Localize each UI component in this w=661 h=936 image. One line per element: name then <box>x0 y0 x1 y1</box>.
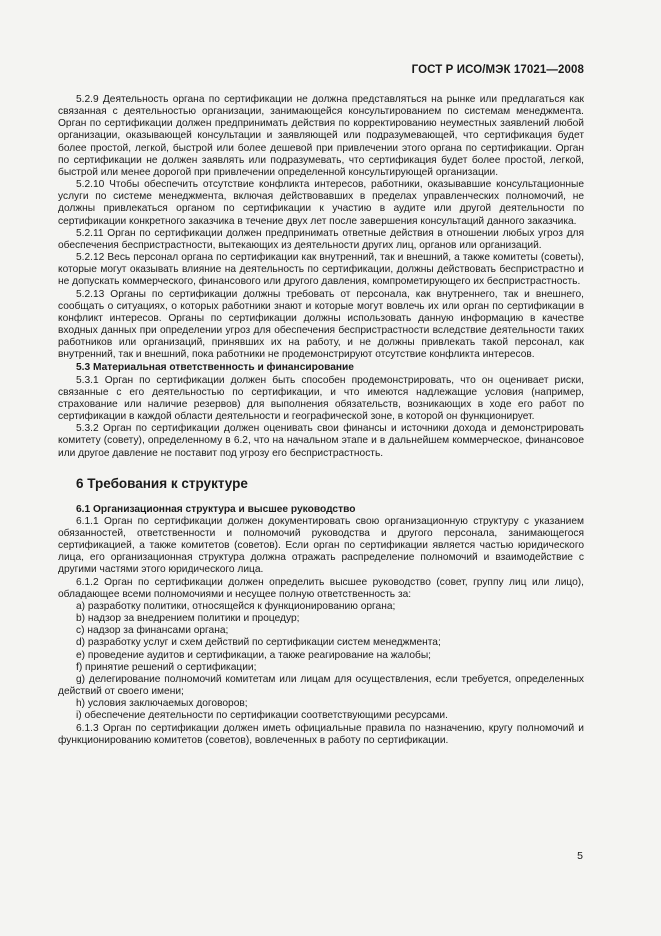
paragraph-5-3-2: 5.3.2 Орган по сертификации должен оценивать свои финансы и источники дохода и демонстрировать комитету (совету), определенному в 6.2, что на начальном этапе и в дальнейшем коммерческое, финансовое или другое давление не поставит под угрозу его беспристрастность. <box>58 423 584 459</box>
list-item-a: a) разработку политики, относящейся к функционированию органа; <box>76 600 396 612</box>
document-id-header: ГОСТ Р ИСО/МЭК 17021—2008 <box>411 64 584 76</box>
list-item-g: g) делегирование полномочий комитетам или лицам для осуществления, если требуется, определенных действий от своего имени; <box>58 673 584 698</box>
list-item-i: i) обеспечение деятельности по сертификации соответствующими ресурсами. <box>76 710 448 722</box>
paragraph-5-2-11: 5.2.11 Орган по сертификации должен предпринимать ответные действия в отношении любых угроз для обеспечения беспристрастности, вытекающих из деятельности других лиц, органов или организаций. <box>58 227 584 251</box>
paragraph-5-2-9: 5.2.9 Деятельность органа по сертификации не должна представляться на рынке или предлагаться как связанная с деятельностью организации, занимающейся консультированием по системам менеджмента. Орган по сертификации должен предпринимать действия по корректированию неуместных заявлений любой организации, оказывающей консультации и заявляющей или подразумевающей, что сертификация будет более простой, легкой, быстрой или более дешевой при привлечении этого органа по сертификации. Орган по сертификации не должен заявлять или подразумевать, что сертификация будет более простой, легкой, быстрой или менее дорогой при привлечении определенной консультирующей организации. <box>58 94 584 178</box>
list-item-h: h) условия заключаемых договоров; <box>76 698 248 710</box>
list-item-e: e) проведение аудитов и сертификации, а также реагирование на жалобы; <box>76 649 431 661</box>
document-body <box>58 94 584 747</box>
list-item-b: b) надзор за внедрением политики и процедур; <box>76 613 300 625</box>
paragraph-5-2-12: 5.2.12 Весь персонал органа по сертификации как внутренний, так и внешний, а также комитеты (советы), которые могут оказывать влияние на деятельность по сертификации, должны действовать беспристрастно и не допускать коммерческого, финансового или другого давления, компрометирующего их беспристрастность. <box>58 252 584 288</box>
paragraph-6-1-1: 6.1.1 Орган по сертификации должен документировать свою организационную структуру с указанием обязанностей, ответственности и полномочий руководства и другого персонала, занимающегося сертификацией, а также комитетов (советов). Если орган по сертификации является частью юридического лица, его организационная структура должна отражать распределение полномочий и взаимодействие с другими частями этого юридического лица. <box>58 515 584 576</box>
subsection-5-3-title: 5.3 Материальная ответственность и финансирование <box>76 362 354 374</box>
section-6-heading: 6 Требования к структуре <box>76 475 248 491</box>
list-item-c: c) надзор за финансами органа; <box>76 625 229 637</box>
paragraph-5-2-10: 5.2.10 Чтобы обеспечить отсутствие конфликта интересов, работники, оказывавшие консультационные услуги по системе менеджмента, включая действовавших в пределах управленческих полномочий, не должны привлекаться органом по сертификации к участию в аудите или другой деятельности по сертификации конкретного заказчика в течение двух лет после завершения консультаций данного заказчика. <box>58 179 584 227</box>
paragraph-6-1-3: 6.1.3 Орган по сертификации должен иметь официальные правила по назначению, кругу полномочий и функционированию комитетов (советов), вовлеченных в работу по сертификации. <box>58 722 584 746</box>
paragraph-6-1-2: 6.1.2 Орган по сертификации должен определить высшее руководство (совет, группу лиц или лицо), обладающее всеми полномочиями и несущее полную ответственность за: <box>58 576 584 600</box>
paragraph-5-3-1: 5.3.1 Орган по сертификации должен быть способен продемонстрировать, что он оценивает риски, связанные с его деятельностью по сертификации, и что имеются надлежащие условия (например, страхование или наличие резервов) для выполнения обязательств, возникающих в ходе его работ по сертификации в каждой области деятельности и географической зоне, в которой он функционирует. <box>58 374 584 423</box>
list-item-f: f) принятие решений о сертификации; <box>76 661 257 673</box>
paragraph-5-2-13: 5.2.13 Органы по сертификации должны требовать от персонала, как внутреннего, так и внешнего, сообщать о ситуациях, о которых работники знают и которые могут вовлечь их или орган по сертификации в конфликт интересов. Органы по сертификации должны использовать данную информацию в качестве входных данных при определении угроз для обеспечения беспристрастности вследствие деятельности таких работников или организаций, принявших их на работу, и не должны привлекать такой персонал, как внутренний, так и внешний, пока работники не продемонстрируют отсутствие конфликта интересов. <box>58 288 584 361</box>
subsection-6-1-title: 6.1 Организационная структура и высшее руководство <box>76 503 356 515</box>
page-number: 5 <box>577 850 583 862</box>
list-item-d: d) разработку услуг и схем действий по сертификации систем менеджмента; <box>76 637 441 649</box>
